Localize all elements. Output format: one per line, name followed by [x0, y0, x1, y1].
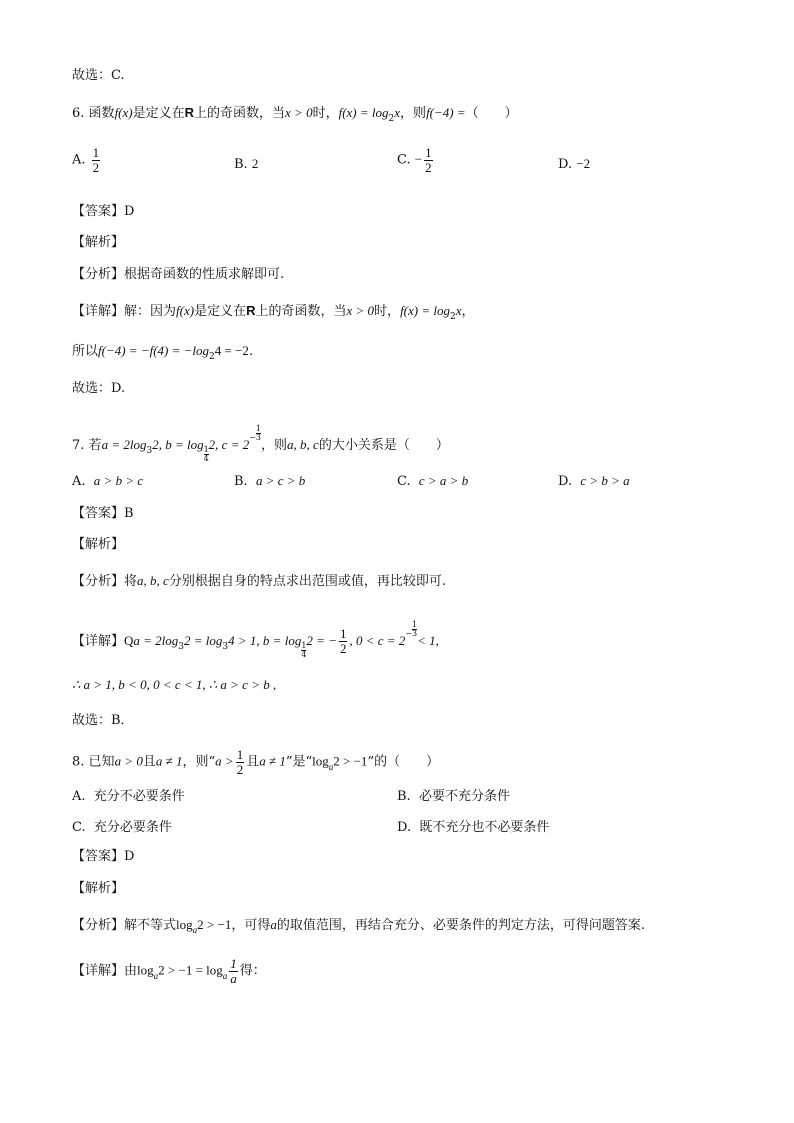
q8-stem: 8. 已知a > 0且a ≠ 1，则“a > $\frac{1}{2}$ 且a ≠ 1”是“$\log_a2 > -1$”的（ ） — [72, 747, 440, 777]
fraction: $\frac{1}{2}$ — [339, 626, 347, 656]
q8-detail: 【详解】由$\log_a2 > -1 = \log_a$ $\frac{1}{a}$ 得： — [72, 956, 266, 986]
q6-detail: 【详解】解：因为f(x)是定义在R上的奇函数，当x > 0时，$f(x) = \log_2x$， — [72, 303, 475, 322]
exponent: − $\frac{1}{3}$ — [249, 424, 262, 442]
fraction: $\frac{1}{a}$ — [230, 956, 237, 986]
q7-detail: 【详解】$Qa = 2\log_32 = \log_34 > 1$, b = log $\frac{1}{4}2$ = − $\frac{1}{2}$ , 0 < c = 2− $\frac{1}{3}$ < 1, — [72, 620, 439, 659]
q8-option-c[interactable]: C. 充分必要条件 — [72, 820, 172, 835]
q6-stem: 6. 函数f(x)是定义在R上的奇函数，当x > 0时，$f(x) = \log_2x$，则f(−4) =（ ） — [72, 105, 518, 124]
q7-therefore: ∴ a > 1, b < 0, 0 < c < 1, ∴ a > c > b , — [72, 677, 277, 692]
q6-option-b[interactable]: B. 2 — [234, 156, 259, 172]
q7-option-d[interactable]: D. c > b > a — [558, 473, 630, 489]
q8-option-d[interactable]: D. 既不充分也不必要条件 — [397, 820, 550, 835]
q5-conclusion: 故选：C. — [72, 68, 125, 83]
fraction: $\frac{1}{2}$ — [92, 145, 100, 175]
q7-option-b[interactable]: B. a > c > b — [234, 473, 306, 489]
q6-option-d[interactable]: D. −2 — [558, 156, 591, 172]
q6-analysis-heading: 【解析】 — [72, 235, 125, 250]
q6-option-c[interactable]: C. − $\frac{1}{2}$ — [397, 145, 432, 175]
fraction: $\frac{1}{4}$ — [203, 445, 209, 463]
q8-option-b[interactable]: B. 必要不充分条件 — [397, 789, 510, 804]
q7-option-a[interactable]: A. a > b > c — [72, 473, 144, 489]
q7-answer: 【答案】B — [72, 506, 134, 521]
q7-option-c[interactable]: C. c > a > b — [397, 473, 469, 489]
exponent: − $\frac{1}{3}$ — [405, 620, 418, 638]
q6-answer: 【答案】D — [72, 204, 135, 219]
q7-conclusion: 故选：B． — [72, 713, 134, 728]
q8-fenxi: 【分析】解不等式$\log_a2 > -1$，可得a的取值范围，再结合充分、必要条件的判定方法，可得问题答案. — [72, 917, 645, 935]
q7-fenxi: 【分析】将a, b, c分别根据自身的特点求出范围或值，再比较即可. — [72, 573, 446, 589]
q8-answer: 【答案】D — [72, 849, 135, 864]
fraction: $\frac{1}{2}$ — [236, 747, 244, 777]
fraction: $\frac{1}{2}$ — [425, 145, 432, 175]
q7-analysis-heading: 【解析】 — [72, 537, 125, 552]
q8-analysis-heading: 【解析】 — [72, 881, 125, 896]
q6-fenxi: 【分析】根据奇函数的性质求解即可. — [72, 267, 285, 282]
fraction: $\frac{1}{4}$ — [301, 641, 307, 659]
q6-option-a[interactable]: A. $\frac{1}{2}$ — [72, 145, 100, 175]
q6-derivation: 所以$f(-4) = -f(4) = -\log_24 = -2$. — [72, 343, 254, 362]
q7-stem: 7. 若$a = 2\log_32$, b = log $\frac{1}{4}2$, c = 2− $\frac{1}{3}$ ，则a, b, c的大小关系是（ ） — [72, 424, 449, 463]
q8-option-a[interactable]: A. 充分不必要条件 — [72, 789, 185, 804]
q6-conclusion: 故选：D. — [72, 381, 126, 396]
